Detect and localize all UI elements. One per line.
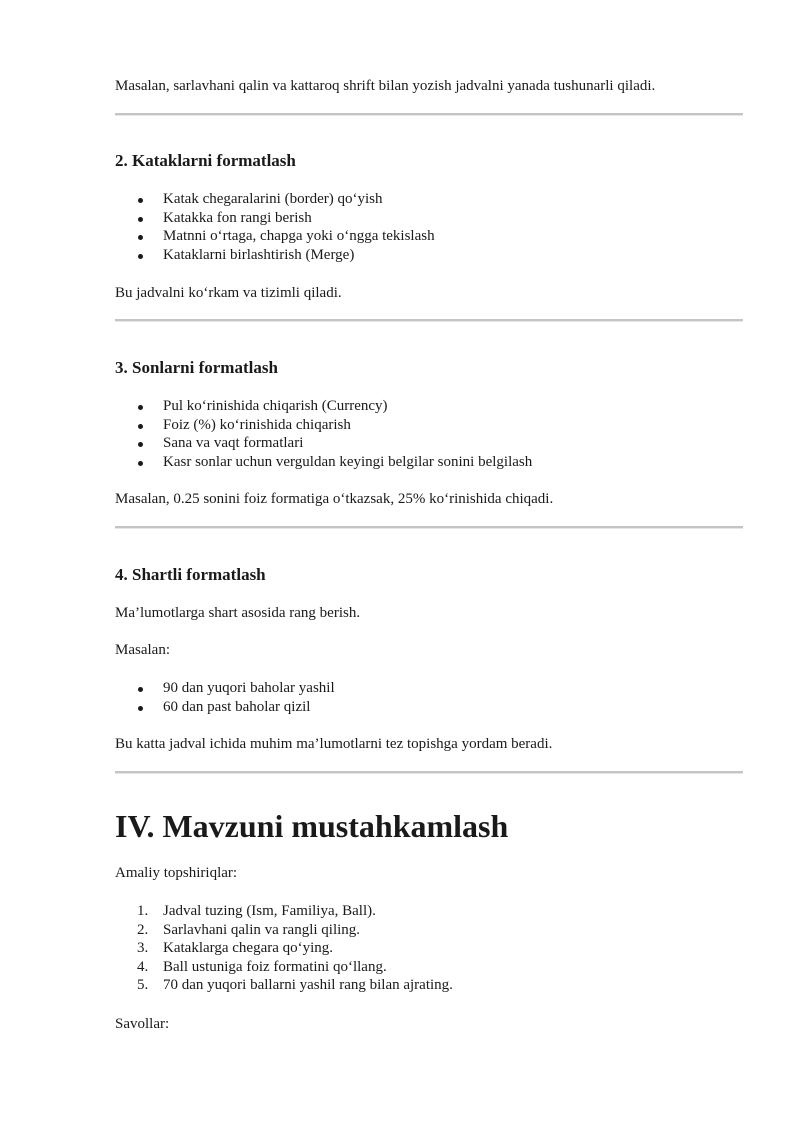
list-item: Foiz (%) ko‘rinishida chiqarish — [115, 416, 743, 435]
list-item: Kataklarni birlashtirish (Merge) — [115, 246, 743, 265]
task-text: Ball ustuniga foiz formatini qo‘llang. — [163, 958, 387, 975]
divider — [115, 319, 743, 322]
task-number: 5. — [137, 977, 149, 993]
section-heading-sonlarni: 3. Sonlarni formatlash — [115, 358, 278, 377]
task-item — [115, 921, 743, 940]
list-item: Katakka fon rangi berish — [115, 209, 743, 228]
task-item — [115, 902, 743, 921]
divider — [115, 771, 743, 774]
task-text: Kataklarga chegara qo‘ying. — [163, 940, 334, 956]
section4-text: Ma’lumotlarga shart asosida rang berish. — [115, 605, 361, 621]
task-number: 3. — [137, 940, 149, 956]
task-item — [115, 976, 743, 995]
questions-label: Savollar: — [115, 1016, 170, 1032]
task-number: 1. — [137, 903, 149, 919]
list-item: Sana va vaqt formatlari — [115, 434, 743, 453]
task-text: Jadval tuzing (Ism, Familiya, Ball). — [163, 903, 376, 919]
task-text: 70 dan yuqori ballarni yashil rang bilan ajrating. — [163, 977, 453, 993]
task-number: 2. — [137, 921, 149, 938]
divider — [115, 526, 743, 529]
list-item: Kasr sonlar uchun verguldan keyingi belgilar sonini belgilash — [115, 453, 743, 472]
part-heading-mustahkamlash: IV. Mavzuni mustahkamlash — [115, 808, 509, 844]
kataklarni-list — [115, 190, 743, 264]
list-item: Katak chegaralarini (border) qo‘yish — [115, 190, 743, 209]
list-item: 90 dan yuqori baholar yashil — [115, 679, 743, 698]
divider — [115, 113, 743, 116]
sonlarni-list — [115, 397, 743, 471]
shartli-list — [115, 679, 743, 716]
task-text: Sarlavhani qalin va rangli qiling. — [163, 921, 361, 938]
example-label: Masalan: — [115, 642, 170, 658]
task-item — [115, 939, 743, 958]
section-heading-shartli: 4. Shartli formatlash — [115, 565, 266, 584]
list-item: Matnni o‘rtaga, chapga yoki o‘ngga tekislash — [115, 227, 743, 246]
section2-note: Bu jadvalni ko‘rkam va tizimli qiladi. — [115, 285, 342, 301]
list-item: Pul ko‘rinishida chiqarish (Currency) — [115, 397, 743, 416]
section4-note: Bu katta jadval ichida muhim ma’lumotlarni tez topishga yordam beradi. — [115, 736, 553, 752]
tasks-list — [115, 902, 743, 995]
section3-note: Masalan, 0.25 sonini foiz formatiga o‘tkazsak, 25% ko‘rinishida chiqadi. — [115, 491, 554, 507]
task-item — [115, 958, 743, 977]
section-heading-kataklarni: 2. Kataklarni formatlash — [115, 151, 296, 170]
task-number: 4. — [137, 958, 149, 975]
tasks-label: Amaliy topshiriqlar: — [115, 865, 238, 881]
intro-paragraph: Masalan, sarlavhani qalin va kattaroq shrift bilan yozish jadvalni yanada tushunarli qiladi. — [115, 78, 656, 94]
list-item: 60 dan past baholar qizil — [115, 698, 743, 717]
